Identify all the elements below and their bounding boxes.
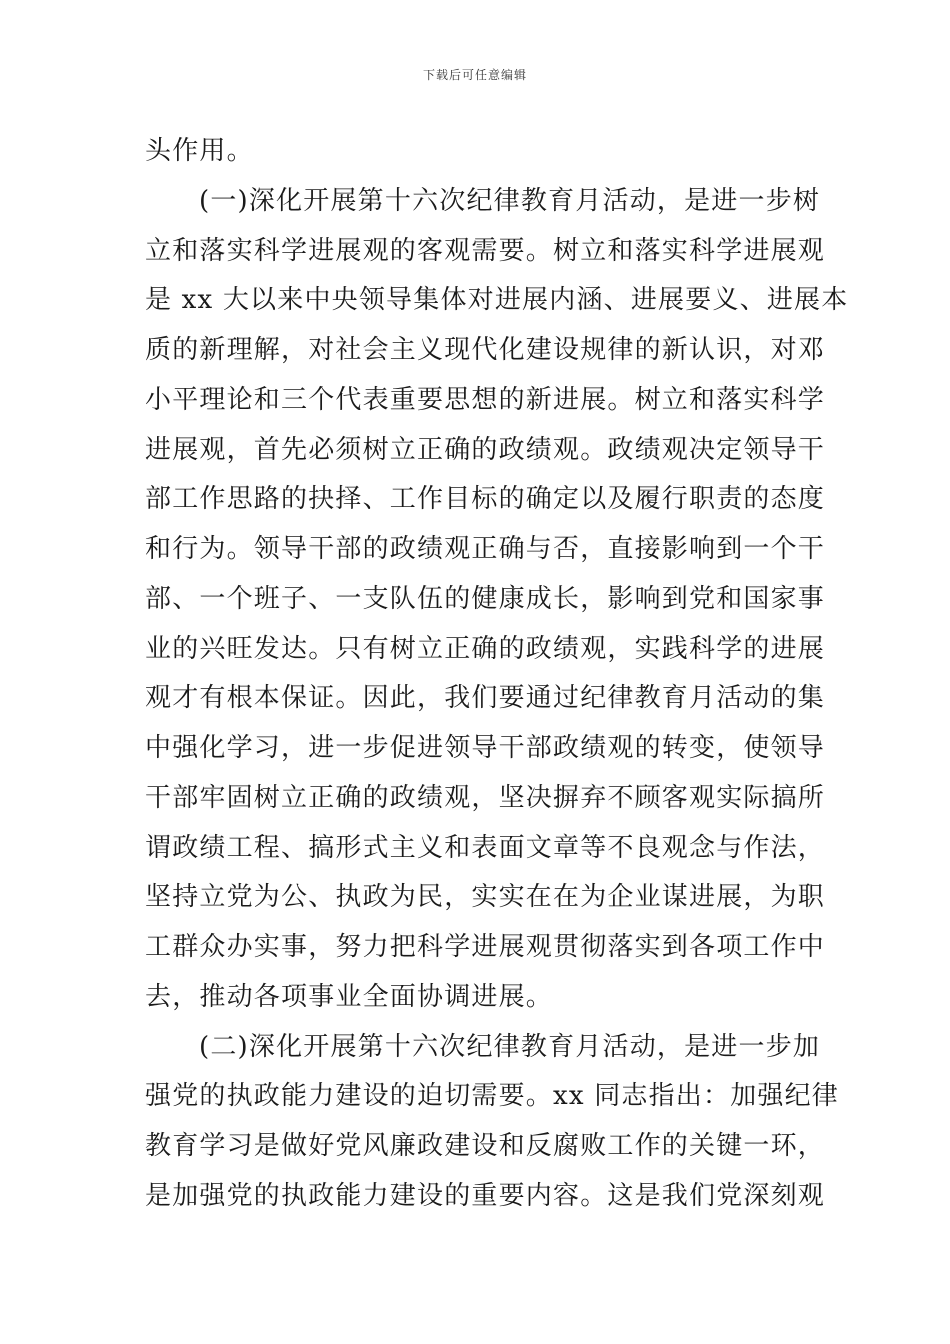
text-line: 谓政绩工程、搞形式主义和表面文章等不良观念与作法， [145,832,826,863]
text-line: 干部牢固树立正确的政绩观，坚决摒弃不顾客观实际搞所 [145,782,826,813]
text-line: 强党的执政能力建设的迫切需要。xx 同志指出：加强纪律 [145,1081,839,1112]
header-note: 下载后可任意编辑 [422,68,527,82]
text-line: 是 xx 大以来中央领导集体对进展内涵、进展要义、进展本 [145,285,849,316]
text-line: (一)深化开展第十六次纪律教育月活动，是进一步树 [199,185,821,216]
text-line: 质的新理解，对社会主义现代化建设规律的新认识，对邓 [145,335,826,365]
text-line: 业的兴旺发达。只有树立正确的政绩观，实践科学的进展 [145,633,826,664]
text-line: 小平理论和三个代表重要思想的新进展。树立和落实科学 [145,384,826,415]
text-line: 观才有根本保证。因此，我们要通过纪律教育月活动的集 [145,683,826,714]
text-line: 中强化学习，进一步促进领导干部政绩观的转变，使领导 [145,733,826,763]
text-line: 头作用。 [145,136,254,166]
text-line: 和行为。领导干部的政绩观正确与否，直接影响到一个干 [145,534,826,564]
text-line: (二)深化开展第十六次纪律教育月活动，是进一步加 [199,1031,821,1062]
text-line: 坚持立党为公、执政为民，实实在在为企业谋进展，为职 [145,882,826,913]
text-line: 部工作思路的抉择、工作目标的确定以及履行职责的态度 [145,484,826,515]
text-line: 去，推动各项事业全面协调进展。 [145,981,554,1012]
text-line: 立和落实科学进展观的客观需要。树立和落实科学进展观 [145,235,826,266]
body-text [145,127,849,1222]
text-line: 进展观，首先必须树立正确的政绩观。政绩观决定领导干 [145,434,826,465]
text-line: 是加强党的执政能力建设的重要内容。这是我们党深刻观 [145,1180,826,1211]
text-line: 部、一个班子、一支队伍的健康成长，影响到党和国家事 [145,583,826,614]
text-line: 工群众办实事，努力把科学进展观贯彻落实到各项工作中 [145,932,826,962]
text-line: 教育学习是做好党风廉政建设和反腐败工作的关键一环， [145,1131,826,1161]
